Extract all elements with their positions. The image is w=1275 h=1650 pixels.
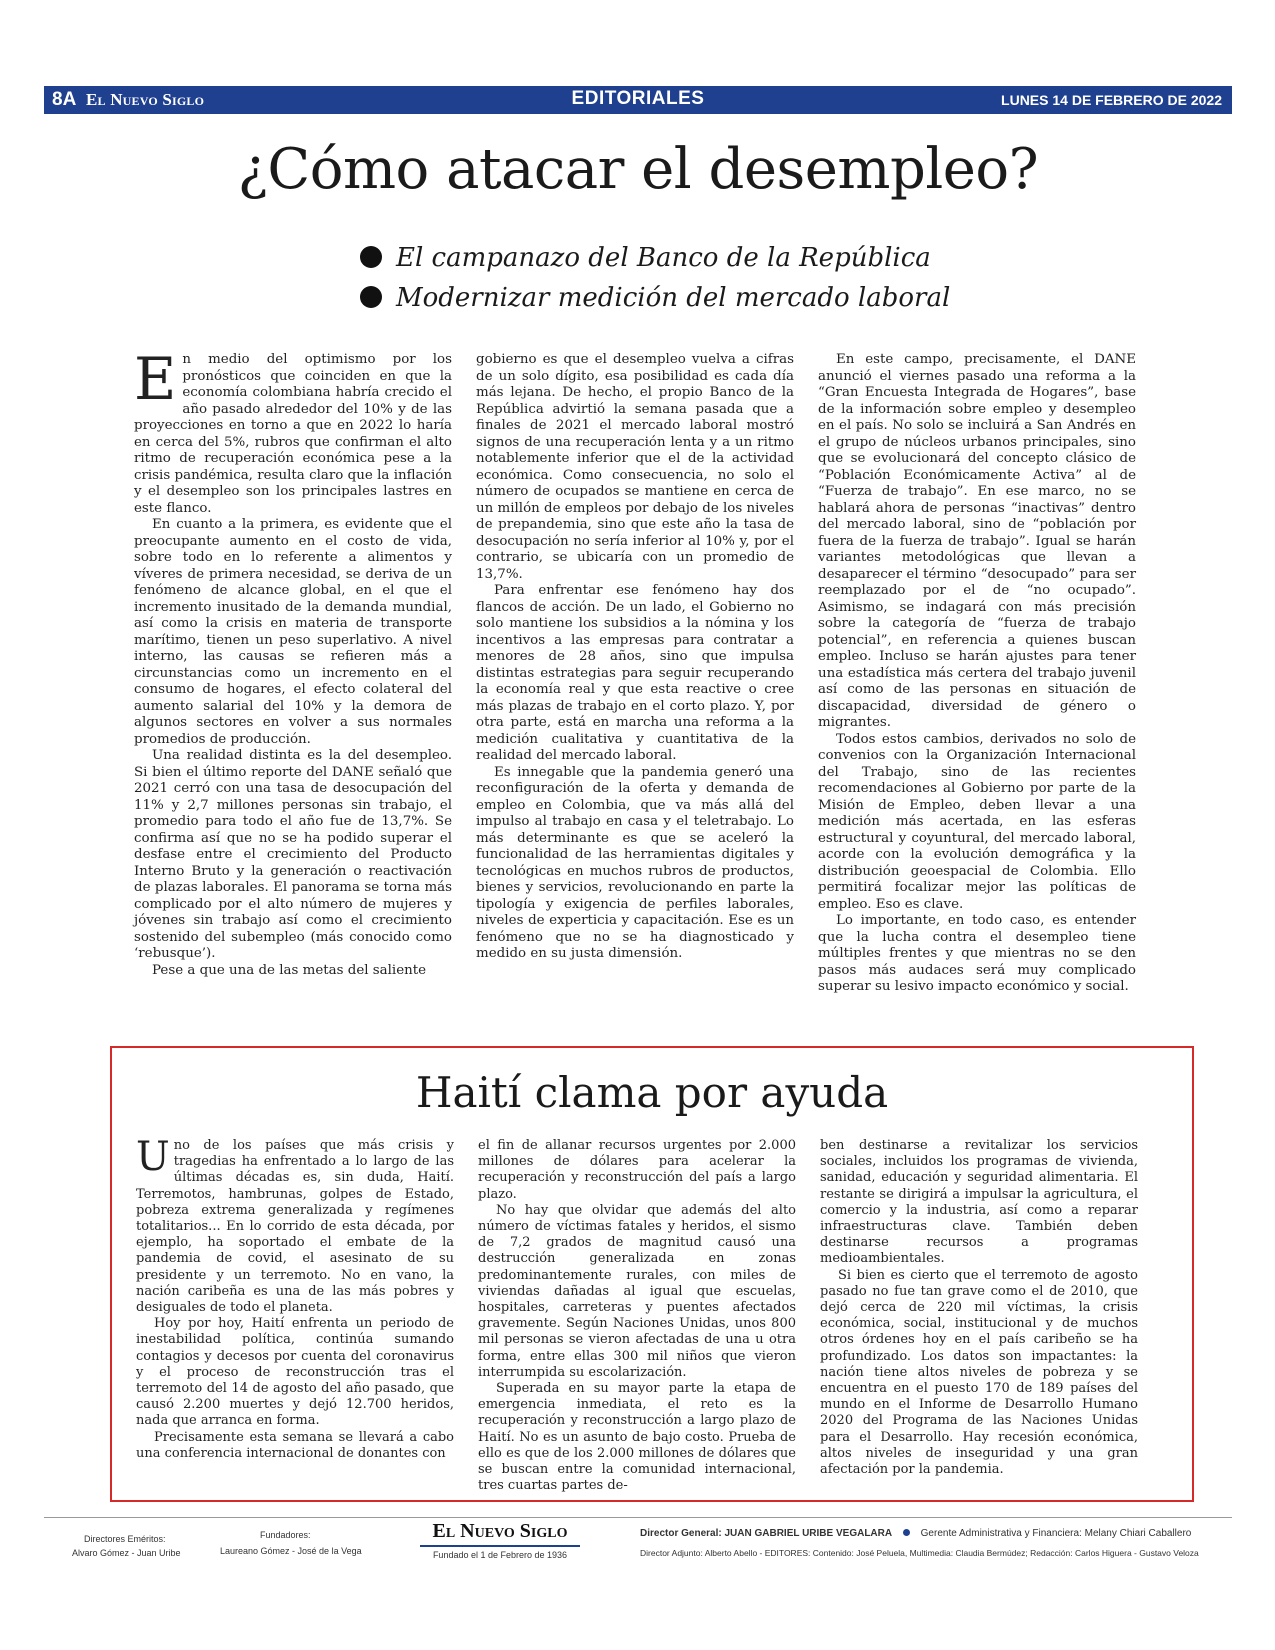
paragraph: Superada en su mayor parte la etapa de emergencia inmediata, el reto es la recuperación y reconstrucción a largo plazo de Haití. No es un asunto de bajo costo. Prueba de ello es que de los 2.000 millones de dólares que se buscan entre la comunidad internacional, tres cuartas partes de- [478, 1381, 796, 1494]
drop-cap: U [136, 1134, 170, 1180]
section-title: EDITORIALES [571, 88, 705, 109]
directores-label: Directores Eméritos: [84, 1534, 166, 1544]
fundadores-label: Fundadores: [260, 1530, 311, 1540]
paragraph: Todos estos cambios, derivados no solo de convenios con la Organización Internacional del Trabajo, sino de las recientes recomendaciones al Gobierno por parte de la Misión de Empleo, deben llevar a una medición más acertada, en las esferas estructural y coyuntural, del mercado laboral, acorde con la evolución demográfica y la distribución geoespacial de Colombia. Ello permitirá focalizar mejor las políticas de empleo. Eso es clave. [818, 731, 1136, 912]
editorial1-column-3 [818, 352, 1136, 996]
footer-logo-underline [420, 1545, 580, 1547]
editorial2-column-1 [136, 1134, 454, 1462]
subhead-2 [360, 282, 1060, 314]
fundadores-names: Laureano Gómez - José de la Vega [220, 1546, 362, 1556]
footer-divider [44, 1517, 1232, 1518]
director-general-label: Director General: [640, 1528, 722, 1539]
paragraph: Para enfrentar ese fenómeno hay dos flancos de acción. De un lado, el Gobierno no solo mantiene los subsidios a la nómina y los incentivos a las empresas para contratar a menores de 28 años, sino que impulsa distintas estrategias para seguir recuperando la economía real y que esta reactive o cree más plazas de trabajo en el corto plazo. Y, por otra parte, está en marcha una reforma a la medición cualitativa y cuantitativa de la realidad del mercado laboral. [476, 583, 794, 763]
paragraph: Lo importante, en todo caso, es entender que la lucha contra el desempleo tiene múltiples frentes y que mientras no se den pasos más audaces será muy complicado superar su lesivo impacto económico y social. [818, 913, 1136, 994]
editorial1-column-2 [476, 352, 794, 963]
staff-line: Director Adjunto: Alberto Abello - EDITORES: Contenido: José Peluela, Multimedia: Claudia Bermúdez; Redacción: Carlos Higuera - Gustavo Veloza [640, 1548, 1199, 1558]
paragraph: Si bien es cierto que el terremoto de agosto pasado no fue tan grave como el de 2010, que dejó cerca de 220 mil víctimas, la crisis económica, social, institucional y de muchos otros órdenes hoy en el país caribeño se ha profundizado. Los datos son impactantes: la nación tiene altos niveles de pobreza y se encuentra en el puesto 170 de 189 países del mundo en el Informe de Desarrollo Humano 2020 del Programa de las Naciones Unidas para el Desarrollo. Hay recesión económica, altos niveles de inseguridad y una gran afectación por la pandemia. [820, 1267, 1138, 1478]
drop-cap: E [134, 345, 177, 413]
masthead-logo: El Nuevo Siglo [86, 90, 205, 109]
founded-date: Fundado el 1 de Febrero de 1936 [432, 1550, 568, 1560]
bullet-icon [360, 246, 382, 268]
page-number: 8A [52, 89, 77, 110]
director-general-line [640, 1528, 1191, 1539]
paragraph: Pese a que una de las metas del saliente [152, 962, 427, 978]
issue-date: LUNES 14 DE FEBRERO DE 2022 [1001, 92, 1222, 108]
paragraph: En este campo, precisamente, el DANE anunció el viernes pasado una reforma a la “Gran Encuesta Integrada de Hogares”, base de la información sobre empleo y desempleo en el país. No solo se incluirá a San Andrés en el grupo de núcleos urbanos principales, sino que se evolucionará del concepto clásico de “Población Económicamente Activa” al de “Fuerza de trabajo”. En ese marco, no se hablará ahora de personas “inactivas” dentro del mercado laboral, sino de “población por fuera de la fuerza de trabajo”. Igual se harán variantes metodológicas que llevan a desaparecer el término “desocupado” para ser reemplazado por el de “no ocupado”. Asimismo, se indagará con más precisión sobre la categoría de “fuerza de trabajo potencial”, en referencia a quienes buscan empleo. Incluso se harán ajustes para tener una estadística más certera del trabajo juvenil así como de las personas en situación de discapacidad, diversidad de género o migrantes. [818, 352, 1136, 730]
paragraph: Precisamente esta semana se llevará a cabo una conferencia internacional de donantes con [136, 1429, 454, 1461]
footer-logo: El Nuevo Siglo [432, 1520, 568, 1542]
paragraph: En medio del optimismo por los pronósticos que coinciden en que la economía colombiana habría crecido el año pasado alrededor del 10% y de las proyecciones en torno a que en 2022 lo haría en cerca del 5%, rubros que confirman el alto ritmo de recuperación económica pese a la crisis pandémica, resulta claro que la inflación y el desempleo son los principales lastres en este flanco. [134, 345, 452, 516]
separator-dot-icon [903, 1529, 910, 1536]
section-header-bar [44, 86, 1232, 114]
editorial2-column-2 [478, 1138, 796, 1494]
paragraph: No hay que olvidar que además del alto número de víctimas fatales y heridos, el sismo de 7,2 grados de magnitud causó una destrucción generalizada en zonas predominantemente rurales, con miles de viviendas dañadas al igual que escuelas, hospitales, carreteras y puentes afectados gravemente. Según Naciones Unidas, unos 800 mil personas se vieron afectadas de una u otra forma, entre ellas 300 mil niños que vieron interrumpida su escolarización. [478, 1202, 796, 1380]
directores-names: Alvaro Gómez - Juan Uribe [72, 1548, 181, 1558]
editorial-headline: ¿Cómo atacar el desempleo? [237, 137, 1039, 202]
editorial1-column-1 [134, 345, 452, 979]
bullet-icon [360, 286, 382, 308]
paragraph: Una realidad distinta es la del desempleo. Si bien el último reporte del DANE señaló que 2021 cerró con una tasa de desocupación del 11% y 2,7 millones personas sin trabajo, el promedio para todo el año fue de 13,7%. Se confirma así que no se ha podido superar el desfase entre el crecimiento del Producto Interno Bruto y la generación o reactivación de plazas laborales. El panorama se torna más complicado por el alto número de mujeres y jóvenes sin trabajo así como el crecimiento sostenido del subempleo (más conocido como ‘rebusque’). [134, 748, 452, 961]
editorial2-headline: Haití clama por ayuda [415, 1068, 889, 1117]
gerente-label: Gerente Administrativa y Financiera: [920, 1528, 1082, 1539]
subhead-text: El campanazo del Banco de la República [396, 243, 931, 273]
paragraph: gobierno es que el desempleo vuelva a cifras de un solo dígito, esa posibilidad es cada día más lejana. De hecho, el propio Banco de la República advirtió la semana pasada que a finales de 2021 el mercado laboral mostró signos de una recuperación lenta y a un ritmo notablemente inferior que el de la actividad económica. Como consecuencia, no solo el número de ocupados se mantiene en cerca de un millón de empleos por debajo de los niveles de prepandemia, sino que este año la tasa de desocupación no sería inferior al 10% y, por el contrario, se ubicaría con un promedio de 13,7%. [476, 352, 794, 582]
subhead-1 [360, 242, 1060, 274]
subhead-text: Modernizar medición del mercado laboral [396, 283, 951, 313]
paragraph: el fin de allanar recursos urgentes por 2.000 millones de dólares para acelerar la recuperación y reconstrucción del país a largo plazo. [478, 1138, 796, 1202]
paragraph: Uno de los países que más crisis y tragedias ha enfrentado a lo largo de las últimas décadas es, sin duda, Haití. Terremotos, hambrunas, golpes de Estado, pobreza extrema generalizada y regímenes totalitarios... En lo corrido de esta década, por ejemplo, ha soportado el embate de la pandemia de covid, el asesinato de su presidente y un terremoto. No en vano, la nación caribeña es una de las más pobres y desiguales de todo el planeta. [136, 1134, 454, 1316]
editorial2-column-3 [820, 1138, 1138, 1478]
gerente-name: Melany Chiari Caballero [1084, 1528, 1192, 1539]
director-general-name: JUAN GABRIEL URIBE VEGALARA [724, 1528, 893, 1539]
paragraph: En cuanto a la primera, es evidente que el preocupante aumento en el costo de vida, sobre todo en lo referente a alimentos y víveres de primera necesidad, se deriva de un fenómeno de alcance global, en el que el incremento inusitado de la demanda mundial, así como la crisis en materia de transporte marítimo, tienen un peso superlativo. A nivel interno, las causas se refieren más a circunstancias como un incremento en el consumo de hogares, el efecto colateral del aumento salarial del 10% y la demora de algunos sectores en volver a sus normales promedios de producción. [134, 517, 452, 747]
paragraph: Hoy por hoy, Haití enfrenta un periodo de inestabilidad política, continúa sumando contagios y decesos por cuenta del coronavirus y el proceso de reconstrucción tras el terremoto del 14 de agosto del año pasado, que causó 2.200 muertes y dejó 12.700 heridos, nada que arranca en forma. [136, 1316, 454, 1429]
paragraph: Es innegable que la pandemia generó una reconfiguración de la oferta y demanda de empleo en Colombia, que va más allá del impulso al trabajo en casa y el teletrabajo. Lo más determinante es que se aceleró la funcionalidad de las herramientas digitales y tecnológicas en muchos rubros de productos, bienes y servicios, revolucionando en parte la tipología y exigencia de perfiles laborales, niveles de experticia y capacitación. Ese es un fenómeno que no se ha diagnosticado y medido en su justa dimensión. [476, 764, 794, 961]
paragraph: ben destinarse a revitalizar los servicios sociales, incluidos los programas de vivienda, sanidad, educación y seguridad alimentaria. El restante se dirigirá a impulsar la agricultura, el comercio y la industria, así como a reparar infraestructuras clave. También deben destinarse recursos a programas medioambientales. [820, 1138, 1138, 1267]
